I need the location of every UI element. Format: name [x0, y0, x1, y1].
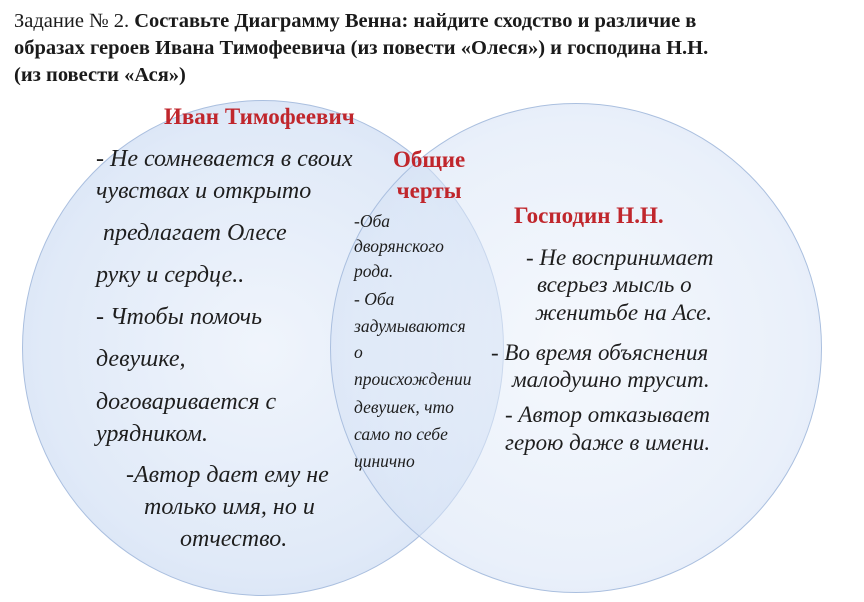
task-text-line3: (из повести «Ася») — [14, 64, 186, 86]
common-title-line2: черты — [396, 178, 462, 203]
left-text-line: отчество. — [180, 526, 288, 552]
common-text-line: происхождении — [354, 369, 472, 389]
common-text-line: -Оба — [354, 211, 391, 231]
right-text-line: - Автор отказывает — [505, 402, 710, 427]
common-text-line: задумываются — [354, 316, 466, 336]
right-text-line: всерьез мысль о — [537, 272, 692, 297]
left-text-line: -Автор дает ему не — [126, 462, 329, 488]
right-text-line: герою даже в имени. — [505, 430, 711, 455]
task-text-line2: образах героев Ивана Тимофеевича (из повести «Олеся») и господина Н.Н. — [14, 37, 709, 59]
left-text-line: только имя, но и — [144, 494, 315, 520]
common-text-line: рода. — [354, 261, 394, 281]
common-text-line: само по себе — [354, 424, 448, 444]
right-text-line: малодушно трусит. — [512, 367, 710, 392]
common-text-line: дворянского — [354, 236, 444, 256]
left-circle-title: Иван Тимофеевич — [164, 104, 355, 129]
common-traits-title — [393, 144, 465, 206]
task-text-line1: Составьте Диаграмму Венна: найдите сходство и различие в — [134, 10, 697, 32]
left-text-line: чувствах и открыто — [96, 178, 312, 204]
left-text-line: предлагает Олесе — [103, 220, 287, 246]
left-text-line: девушке, — [96, 346, 186, 372]
right-circle-title: Господин Н.Н. — [514, 203, 664, 228]
common-text-line: цинично — [354, 451, 415, 471]
left-text-line: урядником. — [96, 421, 208, 447]
left-text-line: - Чтобы помочь — [96, 304, 263, 330]
common-text-line: девушек, что — [354, 397, 454, 417]
common-title-line1: Общие — [393, 147, 466, 172]
common-text-line: о — [354, 342, 363, 362]
left-text-line: - Не сомневается в своих — [96, 146, 353, 172]
left-text-line: руку и сердце.. — [96, 262, 245, 288]
task-number: Задание № 2. — [14, 10, 130, 32]
right-text-line: женитьбе на Асе. — [535, 300, 713, 325]
right-text-line: - Не воспринимает — [526, 245, 714, 270]
common-text-line: - Оба — [354, 289, 395, 309]
right-text-line: - Во время объяснения — [491, 340, 709, 365]
left-text-line: договаривается с — [96, 389, 277, 415]
task-statement — [14, 8, 844, 89]
